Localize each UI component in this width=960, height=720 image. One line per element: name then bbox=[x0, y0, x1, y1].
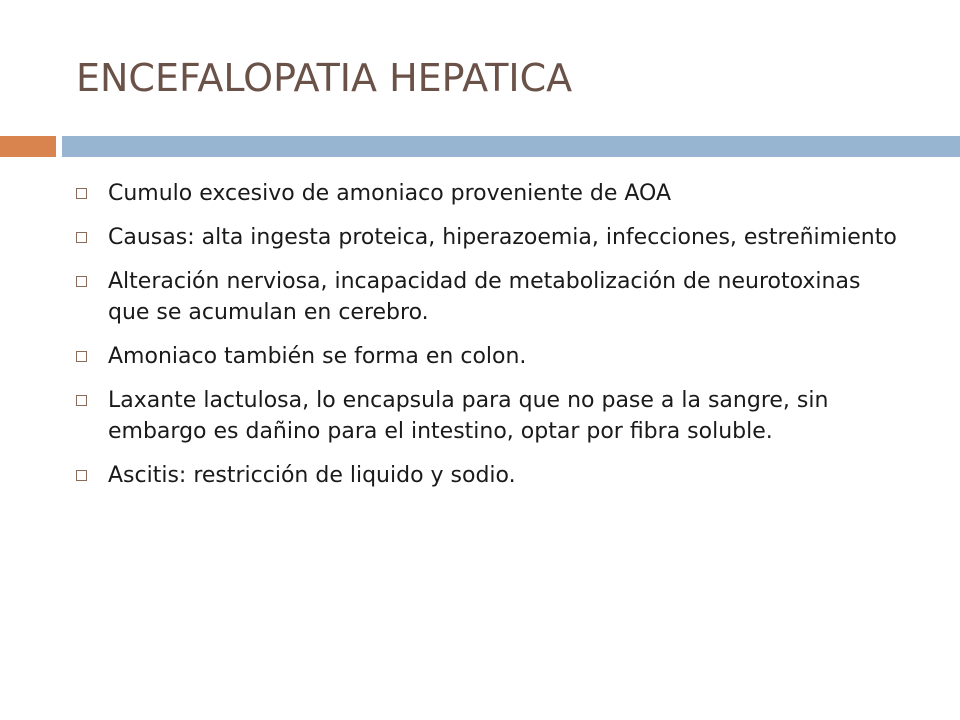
bullet-item bbox=[76, 178, 906, 209]
bullet-text: Amoniaco también se forma en colon. bbox=[108, 344, 527, 369]
bullet-text: Laxante lactulosa, lo encapsula para que no pase a la sangre, sin embargo es dañino para el intestino, optar por fibra soluble. bbox=[108, 388, 829, 444]
bullet-item bbox=[76, 222, 906, 253]
bullet-text: Ascitis: restricción de liquido y sodio. bbox=[108, 463, 516, 488]
square-outline-icon bbox=[76, 395, 87, 406]
bullet-item bbox=[76, 341, 906, 372]
bullet-text: Cumulo excesivo de amoniaco proveniente de AOA bbox=[108, 181, 672, 206]
slide-title: ENCEFALOPATIA HEPATICA bbox=[76, 56, 573, 100]
bullet-item bbox=[76, 266, 906, 328]
bullet-item bbox=[76, 460, 906, 491]
accent-bar-right bbox=[62, 136, 960, 157]
square-outline-icon bbox=[76, 232, 87, 243]
square-outline-icon bbox=[76, 470, 87, 481]
bullet-text: Causas: alta ingesta proteica, hiperazoemia, infecciones, estreñimiento bbox=[108, 225, 897, 250]
bullet-text: Alteración nerviosa, incapacidad de metabolización de neurotoxinas que se acumulan en cerebro. bbox=[108, 269, 861, 325]
bullet-list bbox=[76, 178, 906, 504]
square-outline-icon bbox=[76, 351, 87, 362]
bullet-item bbox=[76, 385, 906, 447]
square-outline-icon bbox=[76, 276, 87, 287]
accent-bar-left bbox=[0, 136, 56, 157]
square-outline-icon bbox=[76, 188, 87, 199]
